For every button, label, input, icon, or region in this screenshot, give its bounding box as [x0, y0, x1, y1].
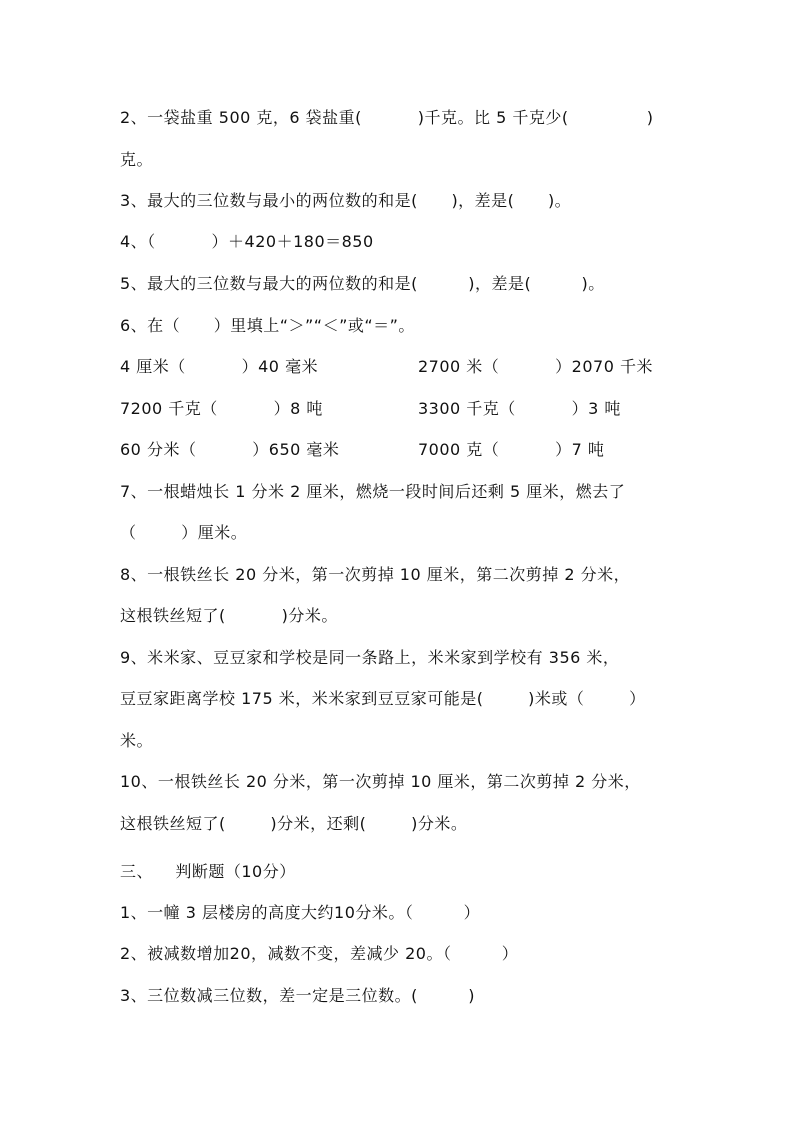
- judge-question-2: 2、被减数增加20，减数不变，差减少 20。（ ）: [120, 944, 519, 963]
- question-2-line-2: 克。: [120, 150, 154, 169]
- judge-question-3: 3、三位数减三位数，差一定是三位数。( ): [120, 986, 475, 1005]
- compare-row-2-left: 7200 千克（ ）8 吨: [120, 399, 323, 418]
- question-8-line-1: 8、一根铁丝长 20 分米，第一次剪掉 10 厘米，第二次剪掉 2 分米，: [120, 565, 631, 584]
- question-9-line-1: 9、米米家、豆豆家和学校是同一条路上，米米家到学校有 356 米，: [120, 648, 620, 667]
- compare-row-3-left: 60 分米（ ）650 毫米: [120, 440, 340, 459]
- question-8-line-2: 这根铁丝短了( )分米。: [120, 606, 338, 625]
- question-7-line-1: 7、一根蜡烛长 1 分米 2 厘米，燃烧一段时间后还剩 5 厘米，燃去了: [120, 482, 626, 501]
- compare-row-1-right: 2700 米（ ）2070 千米: [418, 357, 653, 376]
- compare-row-2-right: 3300 千克（ ）3 吨: [418, 399, 621, 418]
- question-3: 3、最大的三位数与最小的两位数的和是( )，差是( )。: [120, 191, 572, 210]
- judge-question-1: 1、一幢 3 层楼房的高度大约10分米。（ ）: [120, 903, 481, 922]
- question-9-line-2: 豆豆家距离学校 175 米，米米家到豆豆家可能是( )米或（ ）: [120, 689, 646, 708]
- question-10-line-1: 10、一根铁丝长 20 分米，第一次剪掉 10 厘米，第二次剪掉 2 分米，: [120, 772, 641, 791]
- question-9-line-3: 米。: [120, 731, 154, 750]
- compare-row-3-right: 7000 克（ ）7 吨: [418, 440, 605, 459]
- section-heading-true-false: 三、 判断题（10分）: [120, 862, 296, 881]
- compare-row-1-left: 4 厘米（ ）40 毫米: [120, 357, 319, 376]
- question-6: 6、在（ ）里填上“＞”“＜”或“＝”。: [120, 316, 415, 335]
- question-7-line-2: （ ）厘米。: [120, 523, 248, 542]
- question-2-line-1: 2、一袋盐重 500 克，6 袋盐重( )千克。比 5 千克少( ): [120, 108, 654, 127]
- question-5: 5、最大的三位数与最大的两位数的和是( )，差是( )。: [120, 274, 605, 293]
- question-10-line-2: 这根铁丝短了( )分米，还剩( )分米。: [120, 814, 468, 833]
- question-4: 4、（ ）＋420＋180＝850: [120, 232, 374, 251]
